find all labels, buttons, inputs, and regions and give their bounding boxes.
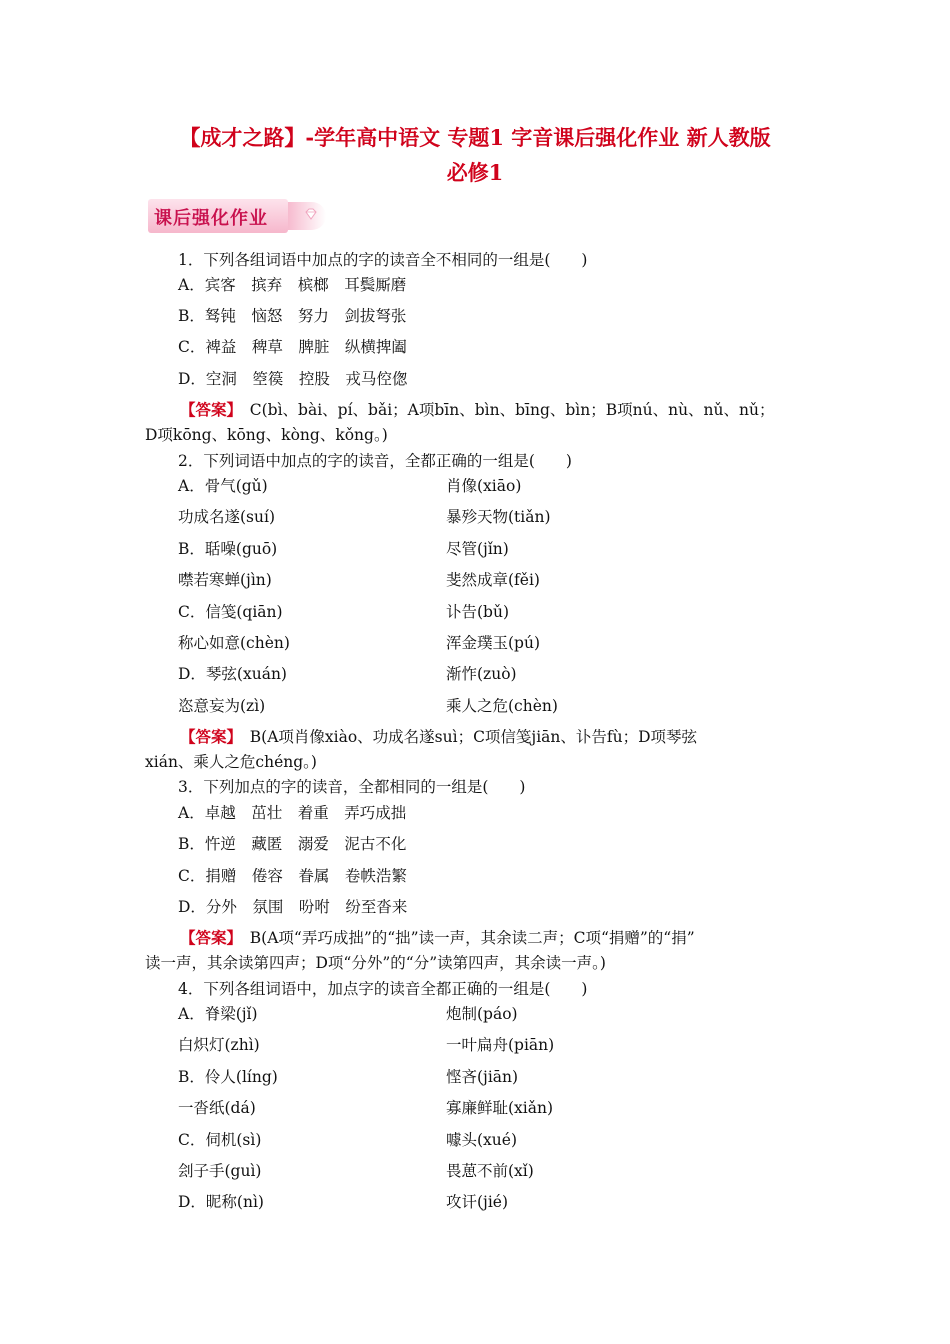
line-text: B．驽钝 恼怒 努力 剑拔弩张 (178, 307, 407, 325)
text-line (178, 834, 406, 854)
text-line (178, 476, 268, 496)
text-line (178, 633, 290, 653)
line-text: D．空洞 箜篌 控股 戎马倥偬 (178, 370, 408, 388)
line-text: B．聒噪(guō) (178, 540, 278, 558)
line-text: 一叶扁舟(piān) (446, 1036, 555, 1054)
line-text: A．脊梁(jǐ) (178, 1005, 258, 1023)
line-text: 功成名遂(suí) (178, 508, 275, 526)
text-line (446, 1161, 534, 1181)
line-text: 恣意妄为(zì) (178, 697, 266, 715)
answer-label: 【答案】 (180, 727, 235, 746)
text-line (178, 451, 572, 471)
text-line (178, 1192, 264, 1212)
line-text: D项kōng、kōng、kòng、kǒng。) (145, 426, 388, 444)
line-text: A．卓越 茁壮 着重 弄巧成拙 (178, 804, 407, 822)
line-text: B(A项“弄巧成拙”的“拙”读一声，其余读二声；C项“捐赠”的“捐” (234, 929, 695, 947)
line-text: 斐然成章(fěi) (446, 571, 540, 589)
line-text: 讣告(bǔ) (446, 603, 509, 621)
diamond-icon (304, 207, 318, 221)
text-line (178, 777, 525, 797)
text-line (178, 570, 272, 590)
text-line (178, 306, 406, 326)
line-text: D．分外 氛围 吩咐 纷至沓来 (178, 898, 408, 916)
answer-line (180, 400, 775, 420)
text-line (446, 1035, 554, 1055)
line-text: 尽管(jǐn) (446, 540, 509, 558)
line-text: 畏葸不前(xǐ) (446, 1162, 534, 1180)
text-line (178, 1161, 261, 1181)
section-badge (148, 199, 326, 233)
text-line (446, 1130, 517, 1150)
text-line (145, 425, 388, 445)
line-text: 3．下列加点的字的读音，全都相同的一组是( ) (178, 778, 526, 796)
line-text: D．琴弦(xuán) (178, 665, 287, 683)
text-line (178, 507, 275, 527)
text-line (178, 897, 407, 917)
line-text: C．伺机(sì) (178, 1131, 262, 1149)
answer-line (180, 727, 697, 747)
line-text: 1．下列各组词语中加点的字的读音全不相同的一组是( ) (178, 251, 588, 269)
text-line (446, 476, 521, 496)
badge-label: 课后强化作业 (154, 208, 268, 229)
line-text: A．骨气(gǔ) (178, 477, 268, 495)
line-text: 寡廉鲜耻(xiǎn) (446, 1099, 554, 1117)
text-line (446, 602, 509, 622)
answer-label: 【答案】 (180, 400, 235, 419)
line-text: 渐怍(zuò) (446, 665, 517, 683)
line-text: 浑金璞玉(pú) (446, 634, 540, 652)
text-line (178, 1067, 278, 1087)
line-text: 悭吝(jiān) (446, 1068, 519, 1086)
text-line (446, 539, 509, 559)
text-line (446, 664, 517, 684)
text-line (178, 250, 587, 270)
text-line (446, 1067, 518, 1087)
answer-label: 【答案】 (180, 928, 235, 947)
line-text: B．忤逆 藏匿 溺爱 泥古不化 (178, 835, 407, 853)
text-line (446, 507, 551, 527)
text-line (178, 664, 287, 684)
line-text: 乘人之危(chèn) (446, 697, 558, 715)
text-line (178, 1035, 260, 1055)
line-text: 4．下列各组词语中，加点字的读音全都正确的一组是( ) (178, 980, 588, 998)
text-line (145, 953, 606, 973)
line-text: B(A项肖像xiào、功成名遂suì；C项信笺jiān、讣告fù；D项琴弦 (234, 728, 698, 746)
text-line (178, 979, 587, 999)
line-text: A．宾客 摈弃 槟榔 耳鬓厮磨 (178, 276, 407, 294)
line-text: 一沓纸(dá) (178, 1099, 256, 1117)
text-line (178, 369, 407, 389)
line-text: xián、乘人之危chéng。) (145, 753, 317, 771)
text-line (178, 1098, 256, 1118)
line-text: B．伶人(líng) (178, 1068, 278, 1086)
line-text: 攻讦(jié) (446, 1193, 509, 1211)
text-line (446, 1004, 518, 1024)
text-line (446, 1098, 553, 1118)
answer-line (180, 928, 695, 948)
line-text: 噤若寒蝉(jìn) (178, 571, 272, 589)
line-text: 肖像(xiāo) (446, 477, 522, 495)
text-line (178, 602, 283, 622)
line-text: 白炽灯(zhì) (178, 1036, 260, 1054)
text-line (178, 866, 407, 886)
line-text: 读一声，其余读第四声；D项“分外”的“分”读第四声，其余读一声。) (145, 954, 606, 972)
line-text: 暴殄天物(tiǎn) (446, 508, 551, 526)
line-text: C．信笺(qiān) (178, 603, 283, 621)
text-line (178, 337, 407, 357)
text-line (446, 696, 558, 716)
line-text: 2．下列词语中加点的字的读音，全都正确的一组是( ) (178, 452, 572, 470)
text-line (178, 696, 265, 716)
line-text: 炮制(páo) (446, 1005, 518, 1023)
page-title-line1: 【成才之路】-学年高中语文 专题1 字音课后强化作业 新人教版 (179, 125, 771, 150)
line-text: C．裨益 稗草 脾脏 纵横捭阖 (178, 338, 407, 356)
text-line (178, 539, 277, 559)
text-line (446, 570, 540, 590)
text-line (446, 1192, 508, 1212)
page-title-line2: 必修1 (446, 160, 504, 185)
text-line (178, 803, 406, 823)
text-line (178, 275, 406, 295)
line-text: D．昵称(nì) (178, 1193, 264, 1211)
text-line (178, 1004, 258, 1024)
text-line (145, 752, 317, 772)
text-line (178, 1130, 261, 1150)
line-text: C(bì、bài、pí、bǎi；A项bīn、bìn、bīng、bìn；B项nú、nù、nǔ、nǔ； (234, 401, 775, 419)
line-text: 刽子手(guì) (178, 1162, 262, 1180)
text-line (446, 633, 540, 653)
line-text: C．捐赠 倦容 眷属 卷帙浩繁 (178, 867, 407, 885)
line-text: 称心如意(chèn) (178, 634, 290, 652)
line-text: 噱头(xué) (446, 1131, 517, 1149)
